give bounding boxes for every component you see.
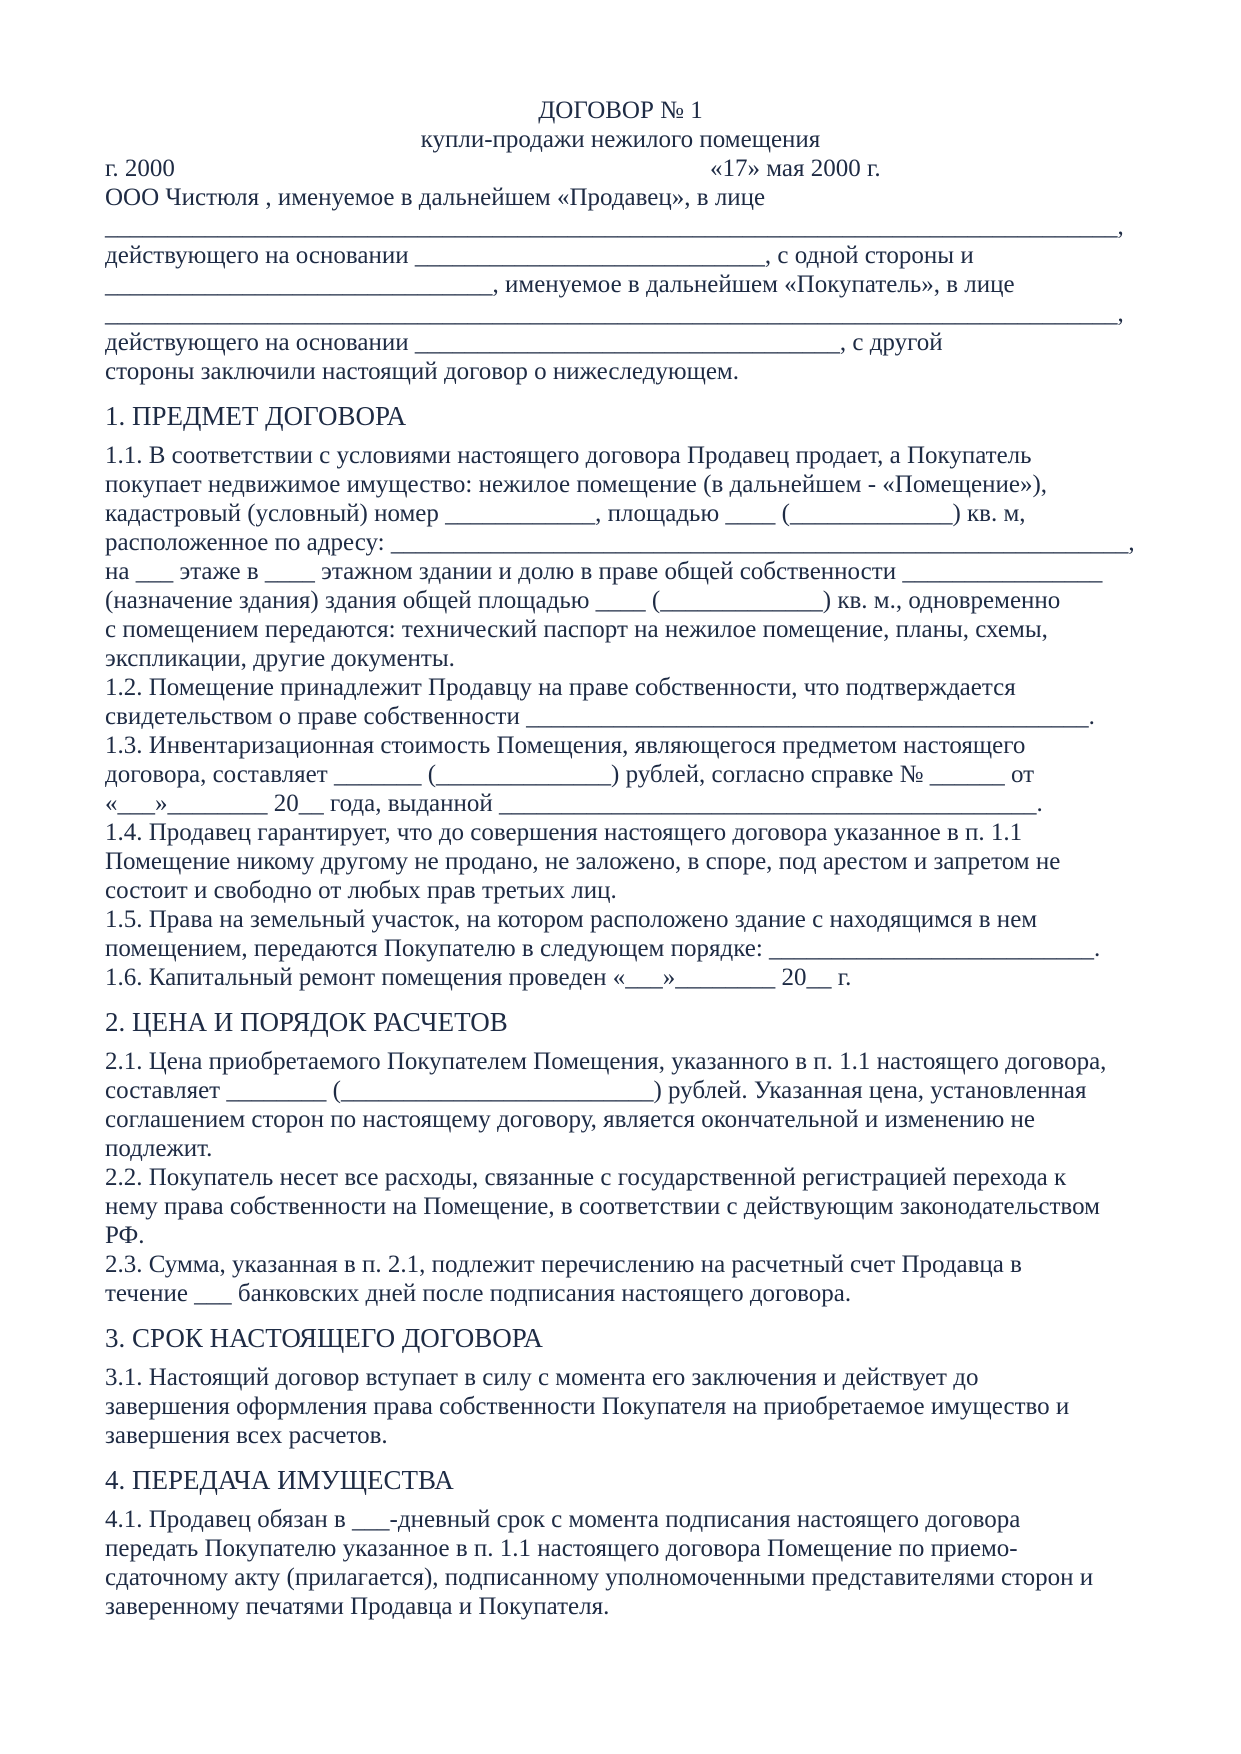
contract-line: сдаточному акту (прилагается), подписанному уполномоченными представителями сторон и (105, 1564, 1094, 1591)
contract-line: передать Покупателю указанное в п. 1.1 настоящего договора Помещение по приемо- (105, 1535, 1018, 1562)
contract-line: 4.1. Продавец обязан в ___-дневный срок с момента подписания настоящего договора (105, 1506, 1021, 1533)
contract-line: свидетельством о праве собственности _____________________________________________. (105, 703, 1095, 730)
contract-line: _________________________________________________________________________________, (105, 213, 1124, 240)
contract-line: 1.1. В соответствии с условиями настоящего договора Продавец продает, а Покупатель (105, 442, 1032, 469)
section-heading: 3. СРОК НАСТОЯЩЕГО ДОГОВОРА (105, 1323, 543, 1353)
contract-line: состоит и свободно от любых прав третьих лиц. (105, 877, 617, 904)
contract-line: (назначение здания) здания общей площадью ____ (_____________) кв. м., одновременно (105, 587, 1061, 614)
document-title: ДОГОВОР № 1 (538, 97, 703, 124)
contract-line: 1.5. Права на земельный участок, на котором расположено здание с находящимся в нем (105, 906, 1038, 933)
section-heading: 1. ПРЕДМЕТ ДОГОВОРА (105, 401, 407, 431)
contract-line: 1.2. Помещение принадлежит Продавцу на праве собственности, что подтверждается (105, 674, 1016, 701)
section-heading: 4. ПЕРЕДАЧА ИМУЩЕСТВА (105, 1465, 454, 1495)
contract-line: соглашением сторон по настоящему договору, является окончательной и изменению не (105, 1106, 1036, 1133)
contract-line: течение ___ банковских дней после подписания настоящего договора. (105, 1280, 852, 1307)
contract-line: действующего на основании __________________________________, с другой (105, 329, 943, 356)
contract-line: с помещением передаются: технический паспорт на нежилое помещение, планы, схемы, (105, 616, 1048, 643)
contract-line: РФ. (105, 1222, 145, 1249)
contract-line: Помещение никому другому не продано, не заложено, в споре, под арестом и запретом не (105, 848, 1061, 875)
contract-line: ООО Чистюля , именуемое в дальнейшем «Продавец», в лице (105, 184, 766, 211)
contract-line: завершения оформления права собственности Покупателя на приобретаемое имущество и (105, 1393, 1070, 1420)
contract-line: на ___ этаже в ____ этажном здании и долю в праве общей собственности ________________ (105, 558, 1103, 585)
contract-line: 1.6. Капитальный ремонт помещения проведен «___»________ 20__ г. (105, 964, 852, 991)
contract-line: _________________________________________________________________________________, (105, 300, 1124, 327)
contract-line: «___»________ 20__ года, выданной ___________________________________________. (105, 790, 1043, 817)
place-label: г. 2000 (105, 155, 175, 182)
contract-line: экспликации, другие документы. (105, 645, 455, 672)
document-subtitle: купли-продажи нежилого помещения (420, 126, 821, 153)
section-heading: 2. ЦЕНА И ПОРЯДОК РАСЧЕТОВ (105, 1007, 508, 1037)
contract-line: стороны заключили настоящий договор о нижеследующем. (105, 358, 739, 385)
contract-line: действующего на основании ____________________________, с одной стороны и (105, 242, 974, 269)
date-label: «17» мая 2000 г. (710, 155, 881, 182)
contract-line: _______________________________, именуемое в дальнейшем «Покупатель», в лице (105, 271, 1015, 298)
contract-line: помещением, передаются Покупателю в следующем порядке: __________________________. (105, 935, 1101, 962)
contract-line: 2.3. Сумма, указанная в п. 2.1, подлежит перечислению на расчетный счет Продавца в (105, 1251, 1022, 1278)
contract-line: 1.3. Инвентаризационная стоимость Помещения, являющегося предметом настоящего (105, 732, 1026, 759)
document-body (105, 183, 1136, 1621)
contract-line: подлежит. (105, 1135, 213, 1162)
place-and-date-row (105, 154, 1136, 183)
contract-line: составляет ________ (_________________________) рублей. Указанная цена, установленная (105, 1077, 1087, 1104)
contract-line: завершения всех расчетов. (105, 1422, 388, 1449)
contract-line: заверенному печатями Продавца и Покупателя. (105, 1593, 610, 1620)
contract-line: покупает недвижимое имущество: нежилое помещение (в дальнейшем - «Помещение»), (105, 471, 1048, 498)
contract-line: кадастровый (условный) номер ____________, площадью ____ (_____________) кв. м, (105, 500, 1026, 527)
contract-line: 2.2. Покупатель несет все расходы, связанные с государственной регистрацией перехода к (105, 1164, 1067, 1191)
contract-line: 2.1. Цена приобретаемого Покупателем Помещения, указанного в п. 1.1 настоящего договора, (105, 1048, 1107, 1075)
contract-line: 1.4. Продавец гарантирует, что до совершения настоящего договора указанное в п. 1.1 (105, 819, 1023, 846)
contract-line: расположенное по адресу: ___________________________________________________________, (105, 529, 1135, 556)
contract-line: нему права собственности на Помещение, в соответствии с действующим законодательством (105, 1193, 1100, 1220)
contract-line: 3.1. Настоящий договор вступает в силу с момента его заключения и действует до (105, 1364, 979, 1391)
contract-line: договора, составляет _______ (______________) рублей, согласно справке № ______ от (105, 761, 1035, 788)
